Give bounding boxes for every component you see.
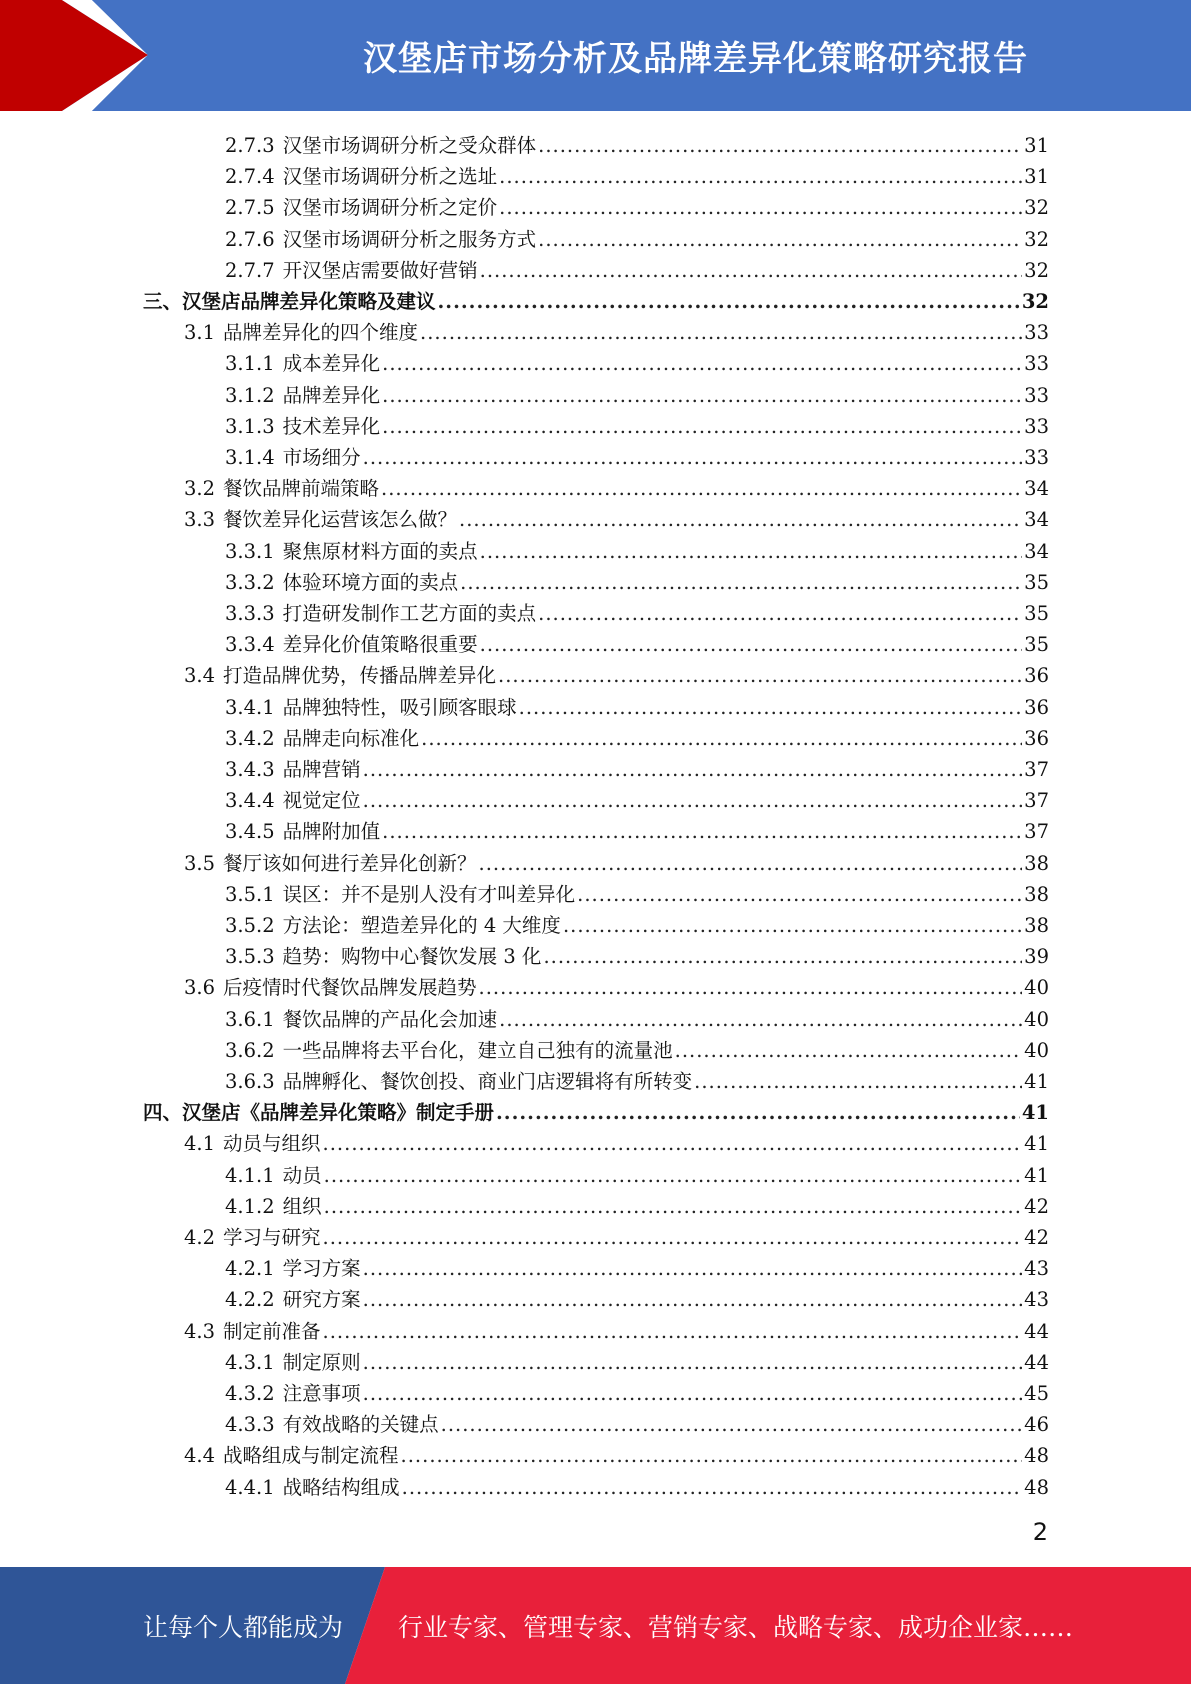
toc-dot-leader — [323, 1128, 1023, 1159]
toc-entry-number: 3.6 — [184, 976, 216, 1000]
toc-entry-number: 3.1.1 — [225, 352, 275, 376]
toc-entry-number: 3.3.4 — [225, 633, 275, 657]
toc-entry-page: 37 — [1024, 789, 1049, 813]
toc-entry[interactable] — [225, 130, 1049, 161]
toc-dot-leader — [480, 536, 1023, 567]
toc-entry-number: 4.3.2 — [225, 1382, 275, 1405]
toc-entry-page: 40 — [1024, 1007, 1049, 1031]
toc-dot-leader — [479, 972, 1023, 1003]
document-title: 汉堡店市场分析及品牌差异化策略研究报告 — [363, 39, 1028, 79]
toc-entry[interactable] — [225, 910, 1049, 941]
toc-entry-number: 4.4 — [184, 1444, 216, 1468]
toc-entry-title: 品牌差异化 — [282, 383, 381, 407]
toc-entry-number: 4.2.2 — [225, 1288, 275, 1312]
toc-entry[interactable] — [184, 972, 1049, 1003]
toc-entry-title: 汉堡市场调研分析之服务方式 — [282, 227, 537, 251]
toc-dot-leader — [420, 317, 1022, 348]
toc-entry-number: 3.3 — [184, 508, 216, 532]
toc-entry-page: 35 — [1024, 570, 1049, 594]
toc-entry-number: 4.1 — [184, 1132, 216, 1156]
toc-entry[interactable] — [225, 192, 1049, 223]
toc-entry[interactable] — [225, 1378, 1049, 1409]
toc-entry[interactable] — [225, 1035, 1049, 1066]
toc-entry-number: 3.6.1 — [225, 1007, 275, 1031]
toc-entry-title: 方法论：塑造差异化的 4 大维度 — [282, 914, 561, 937]
toc-entry[interactable] — [225, 411, 1049, 442]
toc-entry[interactable] — [225, 442, 1049, 473]
toc-entry-page: 35 — [1024, 633, 1049, 657]
toc-entry-page: 41 — [1024, 1163, 1049, 1187]
toc-entry-page: 35 — [1024, 602, 1049, 625]
toc-entry-number: 3.4.4 — [225, 789, 275, 813]
toc-entry[interactable] — [225, 567, 1049, 598]
toc-entry-page: 41 — [1024, 1132, 1049, 1156]
toc-entry-page: 43 — [1024, 1257, 1049, 1281]
toc-entry-number: 3.3.2 — [225, 570, 275, 594]
toc-entry-title: 品牌附加值 — [282, 820, 381, 844]
toc-entry-title: 体验环境方面的卖点 — [282, 570, 459, 594]
toc-dot-leader — [363, 1284, 1023, 1315]
toc-dot-leader — [577, 879, 1022, 910]
toc-entry-page: 44 — [1024, 1319, 1049, 1343]
toc-entry-page: 43 — [1024, 1288, 1049, 1312]
toc-entry-title: 聚焦原材料方面的卖点 — [282, 539, 478, 563]
toc-entry[interactable] — [225, 785, 1049, 816]
toc-entry-title: 战略组成与制定流程 — [223, 1444, 399, 1468]
toc-entry-number: 3.6.3 — [225, 1070, 275, 1093]
toc-entry-title: 有效战略的关键点 — [282, 1413, 439, 1437]
toc-entry-title: 汉堡市场调研分析之选址 — [282, 165, 498, 189]
toc-entry-title: 四、汉堡店《品牌差异化策略》制定手册 — [143, 1101, 495, 1125]
toc-dot-leader — [519, 692, 1023, 723]
toc-dot-leader — [382, 411, 1022, 442]
toc-dot-leader — [543, 941, 1022, 972]
toc-dot-leader — [499, 1004, 1022, 1035]
toc-entry[interactable] — [225, 879, 1049, 910]
toc-entry-number: 3.1 — [184, 321, 216, 345]
toc-entry-page: 31 — [1024, 134, 1049, 157]
toc-dot-leader — [479, 848, 1023, 879]
toc-entry-number: 3.6.2 — [225, 1038, 275, 1062]
toc-entry-number: 4.3.1 — [225, 1350, 275, 1374]
toc-dot-leader — [538, 598, 1022, 629]
toc-entry-number: 3.5 — [184, 851, 216, 875]
toc-entry-number: 4.2.1 — [225, 1257, 275, 1281]
toc-entry-number: 3.4.1 — [225, 695, 275, 719]
toc-entry-page: 42 — [1024, 1194, 1049, 1218]
toc-dot-leader — [480, 255, 1023, 286]
toc-entry-page: 37 — [1024, 758, 1049, 781]
toc-entry-number: 3.3.1 — [225, 539, 275, 563]
toc-entry-title: 趋势：购物中心餐饮发展 3 化 — [282, 945, 542, 969]
footer-slogan-left: 让每个人都能成为 — [143, 1612, 344, 1642]
toc-dot-leader — [324, 1191, 1023, 1222]
toc-dot-leader — [694, 1066, 1022, 1097]
toc-entry-page: 48 — [1024, 1444, 1049, 1468]
toc-entry-number: 2.7.4 — [225, 165, 275, 189]
toc-entry[interactable] — [225, 629, 1049, 660]
toc-entry-title: 技术差异化 — [282, 414, 381, 438]
toc-entry-title: 市场细分 — [282, 446, 361, 469]
toc-entry-title: 战略结构组成 — [282, 1475, 400, 1499]
toc-dot-leader — [538, 224, 1022, 255]
toc-entry-page: 38 — [1024, 882, 1049, 906]
toc-entry[interactable] — [225, 1066, 1049, 1097]
toc-entry-number: 2.7.7 — [225, 258, 275, 282]
toc-entry-page: 33 — [1024, 321, 1049, 345]
toc-entry-title: 品牌营销 — [282, 758, 361, 781]
toc-dot-leader — [538, 130, 1022, 161]
toc-entry-number: 4.3.3 — [225, 1413, 275, 1437]
toc-entry-number: 2.7.6 — [225, 227, 275, 251]
toc-entry-number: 3.5.3 — [225, 945, 275, 969]
toc-entry-title: 品牌孵化、餐饮创投、商业门店逻辑将有所转变 — [282, 1070, 693, 1093]
toc-entry-number: 3.3.3 — [225, 602, 275, 625]
toc-entry-title: 研究方案 — [282, 1288, 361, 1312]
toc-entry-page: 36 — [1024, 726, 1049, 750]
toc-entry[interactable] — [225, 536, 1049, 567]
toc-entry-page: 41 — [1024, 1070, 1049, 1093]
toc-entry-number: 3.1.2 — [225, 383, 275, 407]
toc-entry[interactable] — [225, 1409, 1049, 1440]
toc-entry-title: 品牌走向标准化 — [282, 726, 420, 750]
toc-entry-page: 33 — [1024, 446, 1049, 469]
toc-entry-page: 48 — [1024, 1475, 1049, 1499]
toc-dot-leader — [363, 442, 1023, 473]
toc-dot-leader — [441, 1409, 1023, 1440]
toc-entry-number: 4.2 — [184, 1226, 216, 1249]
toc-entry-page: 46 — [1024, 1413, 1049, 1437]
toc-entry[interactable] — [225, 224, 1049, 255]
toc-entry-page: 32 — [1021, 290, 1049, 313]
toc-entry-page: 33 — [1024, 414, 1049, 438]
toc-entry-page: 39 — [1024, 945, 1049, 969]
toc-dot-leader — [401, 1440, 1023, 1471]
toc-entry-title: 后疫情时代餐饮品牌发展趋势 — [223, 976, 477, 1000]
toc-entry[interactable] — [225, 1472, 1049, 1503]
toc-entry[interactable] — [225, 1253, 1049, 1284]
toc-entry-page: 44 — [1024, 1350, 1049, 1374]
toc-entry-number: 4.4.1 — [225, 1475, 275, 1499]
toc-entry[interactable] — [225, 754, 1049, 785]
toc-entry[interactable] — [184, 1128, 1049, 1159]
toc-dot-leader — [382, 348, 1022, 379]
toc-entry[interactable] — [225, 692, 1049, 723]
toc-entry-page: 32 — [1024, 227, 1049, 251]
toc-entry[interactable] — [225, 816, 1049, 847]
toc-entry[interactable] — [184, 848, 1049, 879]
toc-entry-title: 品牌差异化的四个维度 — [223, 321, 419, 345]
toc-dot-leader — [323, 1316, 1023, 1347]
page-footer — [0, 1567, 1191, 1684]
toc-entry-page: 34 — [1024, 508, 1049, 532]
toc-dot-leader — [421, 723, 1022, 754]
toc-entry-page: 40 — [1024, 1038, 1049, 1062]
toc-dot-leader — [563, 910, 1022, 941]
toc-dot-leader — [363, 785, 1023, 816]
toc-entry[interactable] — [143, 1097, 1049, 1128]
toc-entry-number: 3.4.3 — [225, 758, 275, 781]
toc-entry[interactable] — [184, 1316, 1049, 1347]
toc-entry-number: 3.5.1 — [225, 882, 275, 906]
toc-entry-title: 差异化价值策略很重要 — [282, 633, 478, 657]
toc-entry[interactable] — [184, 473, 1049, 504]
page-number: 2 — [1032, 1518, 1048, 1546]
toc-dot-leader — [499, 192, 1022, 223]
toc-entry-page: 34 — [1024, 539, 1049, 563]
toc-dot-leader — [438, 286, 1020, 317]
toc-entry-title: 动员与组织 — [223, 1132, 321, 1156]
toc-dot-leader — [460, 567, 1022, 598]
toc-entry[interactable] — [184, 1440, 1049, 1471]
page-header — [0, 0, 1191, 111]
toc-dot-leader — [499, 161, 1022, 192]
toc-entry[interactable] — [225, 1004, 1049, 1035]
toc-dot-leader — [381, 473, 1022, 504]
toc-entry[interactable] — [225, 598, 1049, 629]
toc-entry-page: 33 — [1024, 383, 1049, 407]
toc-dot-leader — [363, 1347, 1023, 1378]
toc-dot-leader — [324, 1160, 1023, 1191]
toc-entry-title: 汉堡市场调研分析之受众群体 — [282, 134, 537, 157]
toc-entry-title: 视觉定位 — [282, 789, 361, 813]
toc-entry[interactable] — [225, 161, 1049, 192]
toc-entry-title: 学习与研究 — [223, 1226, 321, 1249]
toc-entry[interactable] — [225, 348, 1049, 379]
toc-dot-leader — [459, 504, 1022, 535]
toc-dot-leader — [363, 1378, 1023, 1409]
toc-entry[interactable] — [143, 286, 1049, 317]
toc-entry-title: 制定前准备 — [223, 1319, 321, 1343]
toc-dot-leader — [496, 1097, 1020, 1128]
toc-dot-leader — [363, 1253, 1023, 1284]
toc-entry[interactable] — [225, 1160, 1049, 1191]
toc-entry-number: 4.1.1 — [225, 1163, 275, 1187]
toc-entry-title: 学习方案 — [282, 1257, 361, 1281]
toc-entry-title: 餐厅该如何进行差异化创新？ — [223, 851, 477, 875]
toc-entry-title: 误区：并不是别人没有才叫差异化 — [282, 882, 576, 906]
toc-entry-title: 汉堡市场调研分析之定价 — [282, 196, 498, 220]
toc-entry[interactable] — [184, 317, 1049, 348]
toc-entry-page: 36 — [1024, 695, 1049, 719]
toc-entry-number: 3.4.2 — [225, 726, 275, 750]
toc-dot-leader — [480, 629, 1023, 660]
toc-dot-leader — [498, 660, 1022, 691]
toc-entry-number: 2.7.3 — [225, 134, 275, 157]
toc-entry-title: 餐饮品牌的产品化会加速 — [282, 1007, 498, 1031]
toc-entry[interactable] — [225, 380, 1049, 411]
toc-entry-title: 打造研发制作工艺方面的卖点 — [282, 602, 537, 625]
toc-entry-title: 品牌独特性，吸引顾客眼球 — [282, 695, 517, 719]
toc-entry-page: 33 — [1024, 352, 1049, 376]
toc-entry-page: 34 — [1024, 477, 1049, 501]
toc-entry-page: 37 — [1024, 820, 1049, 844]
toc-entry-number: 3.5.2 — [225, 914, 275, 937]
toc-entry-page: 41 — [1021, 1101, 1049, 1125]
toc-dot-leader — [363, 754, 1023, 785]
toc-entry-title: 注意事项 — [282, 1382, 361, 1405]
toc-entry[interactable] — [225, 1284, 1049, 1315]
toc-entry-title: 制定原则 — [282, 1350, 361, 1374]
toc-entry-number: 4.1.2 — [225, 1194, 275, 1218]
toc-entry-number: 3.2 — [184, 477, 216, 501]
toc-dot-leader — [402, 1472, 1023, 1503]
toc-entry-title: 打造品牌优势，传播品牌差异化 — [223, 664, 497, 688]
toc-entry-title: 动员 — [282, 1163, 322, 1187]
toc-entry-title: 餐饮品牌前端策略 — [223, 477, 380, 501]
footer-slogan-right: 行业专家、管理专家、营销专家、战略专家、成功企业家…… — [398, 1612, 1074, 1642]
toc-entry-page: 31 — [1024, 165, 1049, 189]
toc-dot-leader — [323, 1222, 1023, 1253]
toc-entry-title: 组织 — [282, 1194, 322, 1218]
toc-entry-number: 3.4.5 — [225, 820, 275, 844]
toc-dot-leader — [382, 816, 1022, 847]
toc-entry-title: 餐饮差异化运营该怎么做？ — [223, 508, 458, 532]
toc-entry-title: 开汉堡店需要做好营销 — [282, 258, 478, 282]
toc-entry-page: 32 — [1024, 196, 1049, 220]
toc-entry-number: 2.7.5 — [225, 196, 275, 220]
toc-entry-number: 4.3 — [184, 1319, 216, 1343]
toc-entry[interactable] — [184, 1222, 1049, 1253]
toc-entry[interactable] — [225, 1191, 1049, 1222]
toc-dot-leader — [382, 380, 1022, 411]
toc-entry-page: 42 — [1024, 1226, 1049, 1249]
toc-entry[interactable] — [225, 941, 1049, 972]
toc-entry-page: 38 — [1024, 851, 1049, 875]
toc-entry-number: 3.1.4 — [225, 446, 275, 469]
toc-entry[interactable] — [225, 723, 1049, 754]
toc-entry-title: 三、汉堡店品牌差异化策略及建议 — [143, 290, 436, 313]
toc-entry-number: 3.4 — [184, 664, 216, 688]
toc-entry-title: 一些品牌将去平台化，建立自己独有的流量池 — [282, 1038, 673, 1062]
toc-dot-leader — [675, 1035, 1023, 1066]
toc-entry-title: 成本差异化 — [282, 352, 381, 376]
toc-entry-number: 3.1.3 — [225, 414, 275, 438]
toc-entry-page: 40 — [1024, 976, 1049, 1000]
toc-entry[interactable] — [225, 1347, 1049, 1378]
toc-entry-page: 36 — [1024, 664, 1049, 688]
toc-entry-page: 38 — [1024, 914, 1049, 937]
toc-entry[interactable] — [184, 504, 1049, 535]
toc-entry[interactable] — [184, 660, 1049, 691]
toc-entry[interactable] — [225, 255, 1049, 286]
toc-entry-page: 32 — [1024, 258, 1049, 282]
toc-entry-page: 45 — [1024, 1382, 1049, 1405]
